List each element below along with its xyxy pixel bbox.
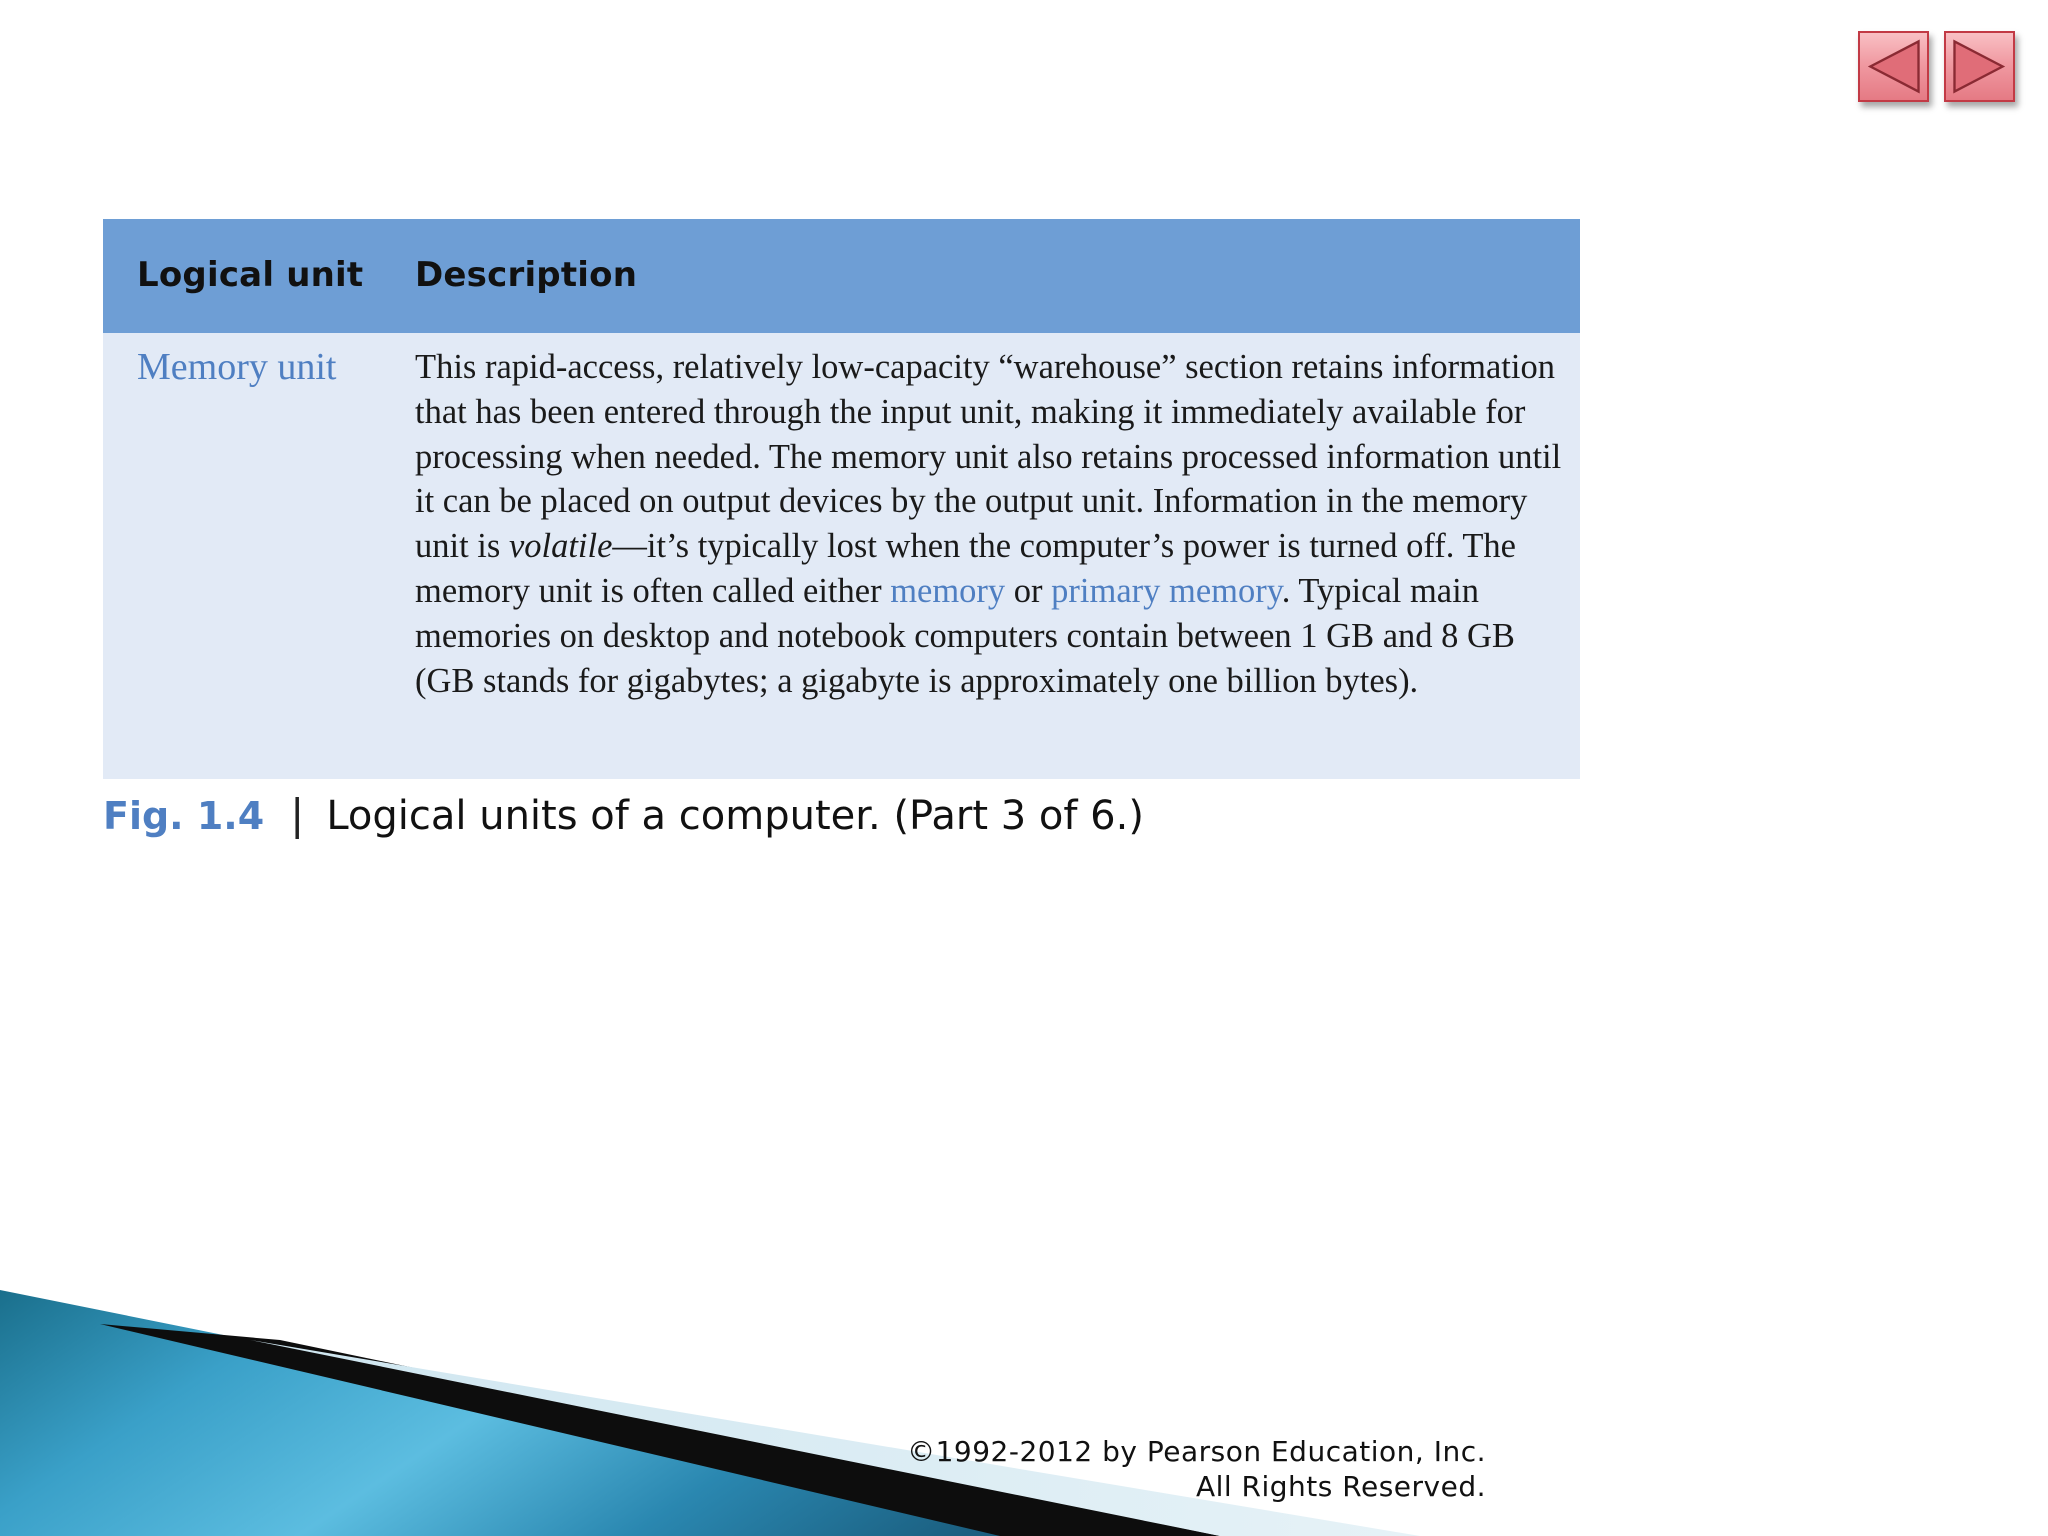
description-text: . Typical main memories on desktop and notebook computers contain between 1 GB and 8 GB (GB stands for gigabytes; a gigabyte is approximately one billion bytes). — [415, 571, 1515, 700]
table-header — [103, 219, 1580, 333]
description-text: This rapid-access, relatively low-capacity “warehouse” section retains information that has been entered through the input unit, making it immediately available for processing when needed. The memory unit also retains processed information until it can be placed on output devices by the output unit. Information in the memory unit is — [415, 348, 1562, 566]
memory-unit-label: Memory unit — [137, 346, 337, 388]
figure-label: Fig. 1.4 — [103, 794, 265, 838]
table-row — [103, 333, 1580, 779]
caption-separator: | — [290, 790, 305, 839]
column-header-logical-unit: Logical unit — [137, 255, 364, 295]
column-header-description: Description — [415, 255, 638, 295]
memory-unit-description — [415, 345, 1565, 703]
description-text: —it’s typically lost when the computer’s power is turned off. The memory unit is often called either — [415, 527, 1516, 610]
memory-term: memory — [890, 571, 1006, 610]
figure-caption — [103, 790, 1144, 839]
rights-line: All Rights Reserved. — [1195, 1470, 1486, 1503]
previous-slide-button[interactable] — [1858, 31, 1929, 102]
left-triangle-icon — [1860, 33, 1927, 100]
caption-text: Logical units of a computer. (Part 3 of 6.) — [326, 793, 1144, 839]
logical-units-table — [103, 219, 1580, 779]
volatile-term: volatile — [508, 527, 613, 566]
next-slide-button[interactable] — [1944, 31, 2015, 102]
copyright-line: ©1992-2012 by Pearson Education, Inc. — [907, 1435, 1486, 1468]
copyright-notice — [907, 1434, 1486, 1504]
primary-memory-term: primary memory — [1051, 571, 1282, 610]
description-text: or — [1005, 571, 1052, 610]
right-triangle-icon — [1946, 33, 2013, 100]
